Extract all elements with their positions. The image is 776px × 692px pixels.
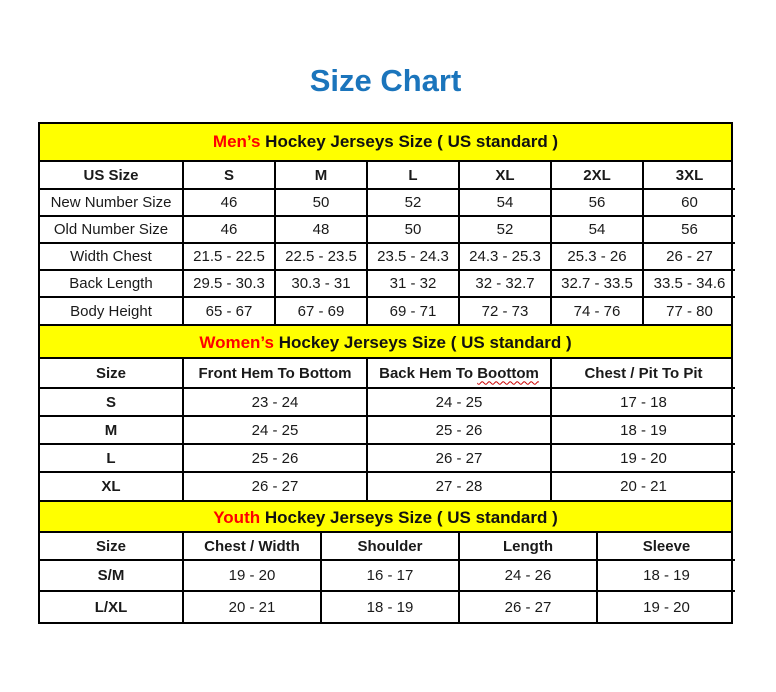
size-value-cell: 26 - 27 [459, 591, 597, 622]
size-value-cell: 69 - 71 [367, 297, 459, 324]
table-row [40, 243, 735, 270]
size-value-cell: 26 - 27 [643, 243, 735, 270]
row-label: New Number Size [40, 189, 183, 216]
column-header: Shoulder [321, 533, 459, 560]
section-womens [40, 324, 731, 500]
size-value-cell: 18 - 19 [321, 591, 459, 622]
column-header: Size [40, 533, 183, 560]
youth-heading-highlight: Youth [213, 508, 261, 527]
size-value-cell: 16 - 17 [321, 560, 459, 591]
section-mens [40, 124, 731, 324]
column-header: Chest / Pit To Pit [551, 359, 735, 388]
size-value-cell: 48 [275, 216, 367, 243]
size-value-cell: 21.5 - 22.5 [183, 243, 275, 270]
table-row [40, 216, 735, 243]
size-value-cell: 65 - 67 [183, 297, 275, 324]
youth-heading-rest: Hockey Jerseys Size ( US standard ) [260, 508, 558, 527]
size-value-cell: 19 - 20 [183, 560, 321, 591]
table-row [40, 560, 735, 591]
column-header: Back Hem To Boottom [367, 359, 551, 388]
size-value-cell: 19 - 20 [551, 444, 735, 472]
size-value-cell: 74 - 76 [551, 297, 643, 324]
size-value-cell: 20 - 21 [183, 591, 321, 622]
size-value-cell: 24 - 26 [459, 560, 597, 591]
size-value-cell: 25 - 26 [183, 444, 367, 472]
size-value-cell: 32.7 - 33.5 [551, 270, 643, 297]
row-label: L/XL [40, 591, 183, 622]
column-header: Chest / Width [183, 533, 321, 560]
row-label: M [40, 416, 183, 444]
size-value-cell: 56 [551, 189, 643, 216]
table-row [40, 472, 735, 500]
mens-section-heading [40, 124, 731, 162]
table-row [40, 591, 735, 622]
column-header: 2XL [551, 162, 643, 189]
size-value-cell: 29.5 - 30.3 [183, 270, 275, 297]
size-value-cell: 50 [275, 189, 367, 216]
womens-size-table [40, 359, 735, 500]
column-header: Size [40, 359, 183, 388]
row-label: Old Number Size [40, 216, 183, 243]
column-header: S [183, 162, 275, 189]
size-chart [38, 122, 733, 624]
row-label: Back Length [40, 270, 183, 297]
size-value-cell: 23 - 24 [183, 388, 367, 416]
size-value-cell: 54 [551, 216, 643, 243]
size-value-cell: 50 [367, 216, 459, 243]
section-youth [40, 500, 731, 622]
mens-heading-highlight: Men’s [212, 132, 261, 151]
womens-section-heading [40, 324, 731, 359]
size-value-cell: 46 [183, 189, 275, 216]
table-row [40, 388, 735, 416]
mens-heading-rest: Hockey Jerseys Size ( US standard ) [260, 132, 559, 151]
size-value-cell: 27 - 28 [367, 472, 551, 500]
size-value-cell: 25 - 26 [367, 416, 551, 444]
mens-size-table [40, 162, 735, 324]
size-value-cell: 17 - 18 [551, 388, 735, 416]
table-row [40, 444, 735, 472]
size-value-cell: 18 - 19 [551, 416, 735, 444]
womens-heading-highlight: Women’s [199, 333, 274, 352]
size-value-cell: 72 - 73 [459, 297, 551, 324]
size-value-cell: 32 - 32.7 [459, 270, 551, 297]
size-value-cell: 56 [643, 216, 735, 243]
size-value-cell: 24.3 - 25.3 [459, 243, 551, 270]
size-value-cell: 52 [367, 189, 459, 216]
row-label: Width Chest [40, 243, 183, 270]
size-value-cell: 24 - 25 [183, 416, 367, 444]
size-value-cell: 23.5 - 24.3 [367, 243, 459, 270]
header-row [40, 533, 735, 560]
table-row [40, 270, 735, 297]
size-value-cell: 26 - 27 [367, 444, 551, 472]
table-row [40, 189, 735, 216]
table-row [40, 416, 735, 444]
header-row [40, 162, 735, 189]
column-header: L [367, 162, 459, 189]
column-header: Front Hem To Bottom [183, 359, 367, 388]
size-value-cell: 31 - 32 [367, 270, 459, 297]
size-value-cell: 24 - 25 [367, 388, 551, 416]
size-value-cell: 25.3 - 26 [551, 243, 643, 270]
header-row [40, 359, 735, 388]
womens-heading-rest: Hockey Jerseys Size ( US standard ) [273, 333, 572, 352]
column-header: M [275, 162, 367, 189]
size-value-cell: 54 [459, 189, 551, 216]
table-row [40, 297, 735, 324]
size-value-cell: 46 [183, 216, 275, 243]
size-value-cell: 30.3 - 31 [275, 270, 367, 297]
column-header: XL [459, 162, 551, 189]
row-label: S [40, 388, 183, 416]
size-value-cell: 60 [643, 189, 735, 216]
row-label: L [40, 444, 183, 472]
size-value-cell: 67 - 69 [275, 297, 367, 324]
size-value-cell: 19 - 20 [597, 591, 735, 622]
size-value-cell: 33.5 - 34.6 [643, 270, 735, 297]
size-value-cell: 52 [459, 216, 551, 243]
size-value-cell: 18 - 19 [597, 560, 735, 591]
size-value-cell: 22.5 - 23.5 [275, 243, 367, 270]
column-header: Sleeve [597, 533, 735, 560]
youth-size-table [40, 533, 735, 622]
row-label: S/M [40, 560, 183, 591]
row-label: Body Height [40, 297, 183, 324]
size-value-cell: 77 - 80 [643, 297, 735, 324]
column-header: Length [459, 533, 597, 560]
page-title: Size Chart [309, 63, 462, 98]
row-label: XL [40, 472, 183, 500]
youth-section-heading [40, 500, 731, 533]
size-value-cell: 26 - 27 [183, 472, 367, 500]
column-header: 3XL [643, 162, 735, 189]
misspelled-word: Boottom [477, 364, 539, 382]
size-value-cell: 20 - 21 [551, 472, 735, 500]
column-header: US Size [40, 162, 183, 189]
